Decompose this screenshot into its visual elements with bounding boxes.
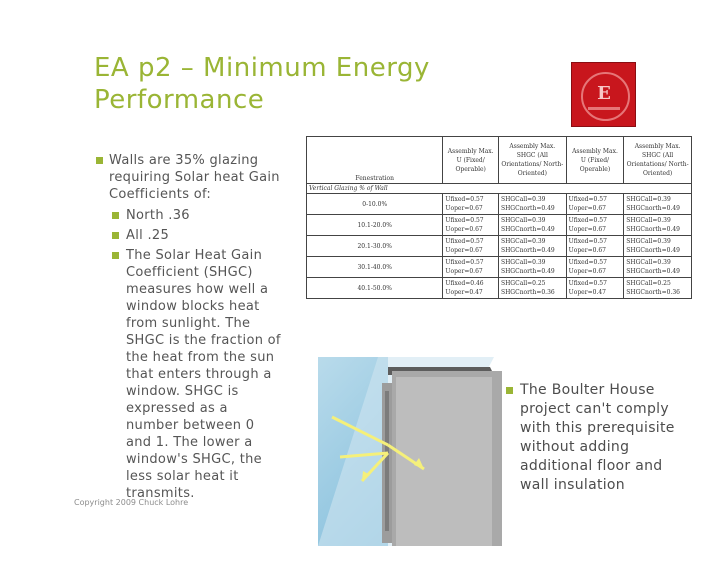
cell-u2 xyxy=(566,215,624,236)
header-fenestration: Fenestration xyxy=(307,137,443,184)
table-row xyxy=(307,215,692,236)
bullet-square-icon xyxy=(506,387,513,394)
cell-u2 xyxy=(566,257,624,278)
cell-u2 xyxy=(566,194,624,215)
cell-value: Ufixed=0.57 xyxy=(445,217,484,224)
bullet-square-icon xyxy=(112,252,119,259)
cell-value: SHGCnorth=0.49 xyxy=(500,247,555,254)
cell-value: SHGCnorth=0.36 xyxy=(500,289,555,296)
header-assembly-shgc: Assembly Max. SHGC (All Orientations/ North-Oriented) xyxy=(498,137,566,184)
cell-value: Uoper=0.67 xyxy=(445,205,483,212)
bullet-square-icon xyxy=(96,157,103,164)
cell-s1 xyxy=(498,236,566,257)
cell-value: SHGCnorth=0.49 xyxy=(626,247,680,254)
bullet-list xyxy=(96,152,282,502)
cell-u1 xyxy=(443,194,499,215)
bullet-sub-1 xyxy=(96,207,282,224)
cell-u1 xyxy=(443,215,499,236)
cell-value: SHGCnorth=0.49 xyxy=(626,205,680,212)
cell-value: Ufixed=0.57 xyxy=(568,217,607,224)
cell-range: 40.1-50.0% xyxy=(307,278,443,299)
cell-u2 xyxy=(566,236,624,257)
cell-value: Uoper=0.67 xyxy=(445,268,483,275)
cell-u2 xyxy=(566,278,624,299)
bullet-main-text: Walls are 35% glazing requiring Solar heat Gain Coefficients of: xyxy=(109,153,280,202)
cell-value: SHGCall=0.39 xyxy=(626,238,671,245)
cell-s1 xyxy=(498,194,566,215)
logo-bar xyxy=(588,107,620,110)
header-assembly-u: Assembly Max. U (Fixed/ Operable) xyxy=(443,137,499,184)
cell-s1 xyxy=(498,278,566,299)
cell-value: Ufixed=0.46 xyxy=(445,280,484,287)
bullet-sub-text: North .36 xyxy=(126,208,190,223)
cell-value: Uoper=0.67 xyxy=(568,226,606,233)
cell-u1 xyxy=(443,278,499,299)
cell-range: 10.1-20.0% xyxy=(307,215,443,236)
header-assembly-u: Assembly Max. U (Fixed/ Operable) xyxy=(566,137,624,184)
cell-value: SHGCnorth=0.49 xyxy=(500,205,555,212)
cell-value: Uoper=0.47 xyxy=(568,289,606,296)
cell-value: Uoper=0.47 xyxy=(445,289,483,296)
cell-value: SHGCall=0.39 xyxy=(500,196,546,203)
window-glass xyxy=(385,391,389,531)
caption-text: The Boulter House project can't comply with this prerequisite without adding additional floor and wall insulation xyxy=(520,382,675,493)
bullet-sub-text: The Solar Heat Gain Coefficient (SHGC) measures how well a window blocks heat from sunlight. The SHGC is the fraction of the heat from the sun that enters through a window. SHGC is expressed as a number between 0 and 1. The lower a window's SHGC, the less solar heat it transmits. xyxy=(126,248,281,501)
cell-value: Ufixed=0.57 xyxy=(568,196,607,203)
bullet-square-icon xyxy=(112,232,119,239)
cell-value: SHGCall=0.39 xyxy=(626,259,671,266)
cell-value: SHGCall=0.39 xyxy=(500,238,546,245)
cell-value: SHGCall=0.39 xyxy=(626,196,671,203)
cell-range: 30.1-40.0% xyxy=(307,257,443,278)
cell-range: 20.1-30.0% xyxy=(307,236,443,257)
logo-glyph: E xyxy=(597,83,611,104)
cell-value: SHGCnorth=0.49 xyxy=(626,226,680,233)
cell-value: Uoper=0.67 xyxy=(445,247,483,254)
table-row xyxy=(307,278,692,299)
caption-inner xyxy=(506,381,686,495)
cell-value: Uoper=0.67 xyxy=(445,226,483,233)
slide-title: EA p2 – Minimum Energy Performance xyxy=(94,53,430,115)
cell-u1 xyxy=(443,257,499,278)
table-row xyxy=(307,236,692,257)
cell-value: Uoper=0.67 xyxy=(568,205,606,212)
cell-s1 xyxy=(498,257,566,278)
cell-value: Uoper=0.67 xyxy=(568,268,606,275)
cell-s2 xyxy=(624,257,692,278)
cell-value: Ufixed=0.57 xyxy=(568,280,607,287)
cell-s2 xyxy=(624,236,692,257)
cell-value: SHGCall=0.39 xyxy=(500,217,546,224)
cell-value: Ufixed=0.57 xyxy=(568,238,607,245)
copyright: Copyright 2009 Chuck Lohre xyxy=(74,498,189,507)
requirements-table-grid xyxy=(306,136,692,299)
cell-value: Ufixed=0.57 xyxy=(568,259,607,266)
bullet-sub-2 xyxy=(96,227,282,244)
bullet-sub-3 xyxy=(96,247,282,502)
cell-value: SHGCall=0.25 xyxy=(500,280,546,287)
cell-value: SHGCall=0.25 xyxy=(626,280,671,287)
cell-value: SHGCall=0.39 xyxy=(626,217,671,224)
cell-value: SHGCnorth=0.49 xyxy=(500,226,555,233)
cell-value: Ufixed=0.57 xyxy=(445,196,484,203)
cell-value: SHGCnorth=0.36 xyxy=(626,289,680,296)
logo xyxy=(571,62,636,127)
cell-s1 xyxy=(498,215,566,236)
table-row xyxy=(307,194,692,215)
bullet-sub-text: All .25 xyxy=(126,228,170,243)
cell-value: Ufixed=0.57 xyxy=(445,238,484,245)
caption-bullet xyxy=(506,381,686,495)
bullet-main xyxy=(96,152,282,203)
table-subheader: Vertical Glazing % of Wall xyxy=(307,184,692,194)
table-row xyxy=(307,257,692,278)
table-header-row xyxy=(307,137,692,184)
cell-value: Uoper=0.67 xyxy=(568,247,606,254)
cell-s2 xyxy=(624,215,692,236)
cell-value: Ufixed=0.57 xyxy=(445,259,484,266)
cell-value: SHGCall=0.39 xyxy=(500,259,546,266)
requirements-table xyxy=(306,136,692,356)
header-assembly-shgc: Assembly Max. SHGC (All Orientations/ North-Oriented) xyxy=(624,137,692,184)
cell-value: SHGCnorth=0.49 xyxy=(500,268,555,275)
cell-value: SHGCnorth=0.49 xyxy=(626,268,680,275)
cell-s2 xyxy=(624,194,692,215)
cell-u1 xyxy=(443,236,499,257)
bullet-square-icon xyxy=(112,212,119,219)
table-subheader-row xyxy=(307,184,692,194)
cell-range: 0-10.0% xyxy=(307,194,443,215)
cell-s2 xyxy=(624,278,692,299)
